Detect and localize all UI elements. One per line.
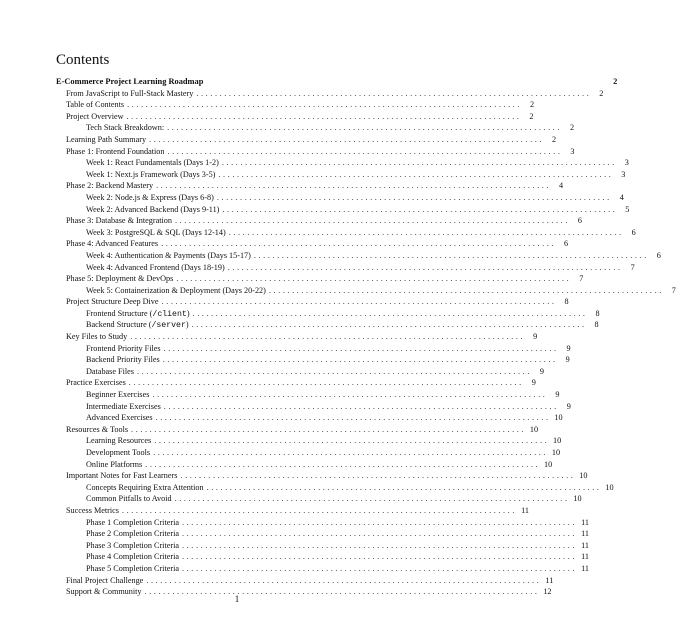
- toc-leader-dots: .....................................................................................: [163, 343, 559, 353]
- toc-subsection-entry[interactable]: [56, 447, 561, 459]
- toc-entry-title: Phase 5: Deployment & DevOps: [66, 274, 174, 284]
- toc-section-entry[interactable]: [56, 99, 535, 111]
- toc-leader-dots: .....................................................................................: [136, 366, 532, 376]
- toc-page-number: 9: [531, 378, 536, 388]
- toc-entry-title: Support & Community: [66, 587, 142, 597]
- toc-subsection-entry[interactable]: [56, 551, 589, 563]
- toc-leader-dots: .....................................................................................: [206, 482, 602, 492]
- toc-leader-dots: .....................................................................................: [121, 505, 517, 515]
- toc-page-number: 8: [594, 320, 599, 330]
- toc-leader-dots: .....................................................................................: [161, 239, 557, 249]
- toc-page-number: 6: [563, 239, 569, 249]
- toc-leader-dots: .....................................................................................: [155, 413, 551, 423]
- toc-page-number: 10: [529, 424, 539, 434]
- toc-entry-title: Week 1: Next.js Framework (Days 3-5): [86, 169, 216, 179]
- toc-page-number: 11: [581, 517, 589, 527]
- toc-leader-dots: .....................................................................................: [221, 158, 617, 168]
- toc-entry-title: Phase 1: Frontend Foundation: [66, 146, 165, 156]
- toc-leader-dots: .....................................................................................: [253, 250, 649, 260]
- toc-entry-title: Table of Contents: [66, 100, 125, 110]
- toc-entry-title: Resources & Tools: [66, 424, 129, 434]
- toc-entry-title: Phase 1 Completion Criteria: [86, 517, 180, 527]
- toc-leader-dots: .....................................................................................: [192, 308, 588, 318]
- toc-page-number: 11: [581, 563, 589, 573]
- toc-leader-dots: .....................................................................................: [268, 285, 664, 295]
- toc-leader-dots: .....................................................................................: [174, 216, 570, 226]
- toc-subsection-entry[interactable]: [56, 540, 589, 552]
- toc-entry-title: Project Overview: [66, 111, 124, 121]
- toc-page-number: 4: [619, 192, 624, 202]
- toc-page-number: 2: [529, 100, 535, 110]
- toc-leader-dots: .....................................................................................: [176, 274, 572, 284]
- toc-section-entry[interactable]: [56, 575, 554, 587]
- toc-entry-title: Phase 2: Backend Mastery: [66, 181, 154, 191]
- toc-section-entry[interactable]: [56, 505, 529, 517]
- toc-leader-dots: .....................................................................................: [182, 517, 577, 527]
- toc-page-number: 9: [555, 390, 560, 400]
- toc-leader-dots: .....................................................................................: [149, 134, 545, 144]
- toc-page-number: 3: [570, 146, 575, 156]
- toc-page-number: 9: [539, 366, 544, 376]
- toc-leader-dots: .....................................................................................: [131, 424, 527, 434]
- toc-section-entry[interactable]: [56, 134, 557, 146]
- toc-entry-title: Project Structure Deep Dive: [66, 297, 159, 307]
- toc-leader-dots: .....................................................................................: [145, 459, 541, 469]
- toc-section-entry[interactable]: [56, 296, 569, 308]
- toc-section-entry[interactable]: [56, 331, 538, 343]
- toc-entry-title: Tech Stack Breakdown:: [86, 123, 165, 133]
- toc-subsection-entry[interactable]: [56, 493, 582, 505]
- toc-section-entry[interactable]: [56, 238, 569, 250]
- toc-page-number: 10: [551, 448, 561, 457]
- toc-page-number: 10: [554, 413, 563, 423]
- toc-leader-dots: .....................................................................................: [144, 587, 540, 597]
- toc-page-number: 2: [613, 77, 618, 86]
- toc-leader-dots: .....................................................................................: [180, 471, 576, 481]
- toc-leader-dots: .....................................................................................: [128, 378, 524, 388]
- toc-leader-dots: .....................................................................................: [182, 563, 577, 573]
- toc-page-number: 2: [569, 123, 575, 133]
- toc-entry-title: Week 1: React Fundamentals (Days 1-2): [86, 158, 219, 168]
- toc-page-number: 2: [551, 134, 557, 144]
- toc-page-number: 2: [529, 111, 534, 121]
- toc-entry-title: Week 2: Node.js & Express (Days 6-8): [86, 192, 214, 202]
- toc-page-number: 7: [671, 285, 676, 295]
- toc-leader-dots: .....................................................................................: [182, 529, 577, 539]
- toc-subsection-entry[interactable]: [56, 262, 635, 274]
- toc-heading: Contents: [56, 52, 110, 68]
- toc-entry-title: Success Metrics: [66, 505, 119, 515]
- toc-entry-title: Learning Resources: [86, 436, 152, 446]
- toc-leader-dots: .....................................................................................: [152, 390, 548, 400]
- toc-chapter-entry[interactable]: [56, 76, 618, 88]
- toc-section-entry[interactable]: [56, 273, 584, 285]
- toc-page-number: 8: [564, 297, 569, 307]
- toc-entry-title: Backend Priority Files: [86, 355, 160, 365]
- toc-section-entry[interactable]: [56, 470, 588, 482]
- toc-subsection-entry[interactable]: [56, 157, 629, 169]
- toc-entry-title: Important Notes for Fast Learners: [66, 471, 178, 481]
- toc-entry-code: /client: [152, 309, 187, 319]
- page-number-footer: 1: [234, 594, 240, 604]
- toc-page-number: 10: [553, 436, 562, 446]
- toc-entry-title: Week 4: Authentication & Payments (Days 15-17): [86, 250, 251, 260]
- toc-page-number: 10: [579, 471, 588, 481]
- toc-section-entry[interactable]: [56, 424, 539, 436]
- toc-page-number: 9: [533, 332, 538, 342]
- toc-entry-title: Online Platforms: [86, 459, 143, 469]
- toc-leader-dots: .....................................................................................: [146, 575, 542, 585]
- toc-section-entry[interactable]: [56, 88, 604, 100]
- toc-page-number: 11: [545, 575, 554, 585]
- toc-leader-dots: .....................................................................................: [127, 100, 523, 110]
- toc-subsection-entry[interactable]: [56, 366, 544, 378]
- toc-page-number: 11: [581, 552, 589, 562]
- toc-subsection-entry[interactable]: [56, 482, 614, 494]
- toc-section-entry[interactable]: [56, 146, 575, 158]
- toc-leader-dots: .....................................................................................: [216, 192, 612, 202]
- toc-leader-dots: .....................................................................................: [156, 181, 552, 191]
- toc-subsection-entry[interactable]: [56, 459, 553, 471]
- toc-entry-title: Practice Exercises: [66, 378, 126, 388]
- toc-section-entry[interactable]: [56, 377, 536, 389]
- toc-entry-title: Advanced Exercises: [86, 413, 153, 423]
- toc-entry-title: Phase 3: Database & Integration: [66, 216, 172, 226]
- toc-subsection-entry[interactable]: [56, 227, 636, 239]
- toc-page-number: 4: [558, 181, 564, 191]
- toc-page-number: 6: [656, 250, 661, 260]
- toc-leader-dots: .....................................................................................: [161, 297, 557, 307]
- toc-subsection-entry[interactable]: [56, 122, 575, 134]
- toc-leader-dots: .....................................................................................: [163, 401, 559, 411]
- toc-entry-title: Backend Structure (/server): [86, 320, 189, 331]
- toc-leader-dots: .....................................................................................: [191, 320, 587, 330]
- toc-entry-code: /server: [151, 321, 186, 331]
- toc-leader-dots: .....................................................................................: [174, 494, 570, 504]
- toc-entry-title: Phase 2 Completion Criteria: [86, 529, 180, 539]
- toc-subsection-entry[interactable]: [56, 250, 661, 262]
- toc-leader-dots: .....................................................................................: [162, 355, 558, 365]
- toc-page-number: 6: [577, 216, 582, 226]
- toc-leader-dots: .....................................................................................: [228, 227, 624, 237]
- toc-entry-title: Phase 3 Completion Criteria: [86, 540, 180, 550]
- toc-entry-title: Concepts Requiring Extra Attention: [86, 482, 204, 492]
- toc-page-number: 7: [630, 262, 635, 272]
- toc-page-number: 7: [579, 274, 584, 284]
- toc-page-number: 8: [595, 308, 600, 318]
- toc-subsection-entry[interactable]: [56, 435, 562, 447]
- toc-page-number: 5: [625, 204, 630, 214]
- toc-subsection-entry[interactable]: [56, 528, 589, 540]
- toc-entry-title: From JavaScript to Full-Stack Mastery: [66, 88, 194, 98]
- toc-leader-dots: .....................................................................................: [154, 436, 550, 446]
- toc-subsection-entry[interactable]: [56, 343, 571, 355]
- toc-page-number: 10: [543, 459, 553, 469]
- toc-section-entry[interactable]: [56, 180, 564, 192]
- toc-entry-title: E-Commerce Project Learning Roadmap: [56, 77, 204, 86]
- toc-subsection-entry[interactable]: [56, 308, 600, 320]
- toc-page-number: 12: [543, 587, 552, 597]
- toc-leader-dots: .....................................................................................: [167, 123, 563, 133]
- toc-page-number: 3: [621, 169, 626, 179]
- toc-leader-dots: .....................................................................................: [126, 111, 522, 121]
- toc-subsection-entry[interactable]: [56, 412, 563, 424]
- toc-entry-title: Key Files to Study: [66, 332, 128, 342]
- toc-subsection-entry[interactable]: [56, 517, 589, 529]
- toc-subsection-entry[interactable]: [56, 204, 630, 216]
- toc-subsection-entry[interactable]: [56, 192, 624, 204]
- toc-page-number: 2: [599, 88, 604, 98]
- toc-leader-dots: .....................................................................................: [182, 540, 577, 550]
- toc-page-number: 11: [581, 540, 589, 550]
- toc-page-number: 11: [581, 529, 589, 539]
- toc-leader-dots: .....................................................................................: [196, 88, 592, 98]
- toc-leader-dots: .....................................................................................: [218, 169, 614, 179]
- toc-entry-title: Week 2: Advanced Backend (Days 9-11): [86, 204, 220, 214]
- toc-page-number: 9: [566, 401, 571, 411]
- toc-page-number: 9: [566, 343, 571, 353]
- toc-leader-dots: .....................................................................................: [227, 262, 623, 272]
- toc-entry-title: Week 4: Advanced Frontend (Days 18-19): [86, 262, 225, 272]
- toc-entry-title: Common Pitfalls to Avoid: [86, 494, 172, 504]
- toc-leader-dots: .....................................................................................: [153, 448, 549, 457]
- toc-section-entry[interactable]: [56, 215, 582, 227]
- toc-leader-dots: .....................................................................................: [182, 552, 577, 562]
- toc-page-number: 6: [631, 227, 636, 237]
- toc-leader-dots: .....................................................................................: [130, 332, 526, 342]
- toc-entry-title: Frontend Priority Files: [86, 343, 161, 353]
- toc-subsection-entry[interactable]: [56, 401, 571, 413]
- toc-page-number: 9: [565, 355, 570, 365]
- toc-subsection-entry[interactable]: [56, 389, 560, 401]
- toc-section-entry[interactable]: [56, 111, 534, 123]
- toc-entry-title: Development Tools: [86, 448, 151, 457]
- toc-entry-title: Database Files: [86, 366, 134, 376]
- toc-entry-title: Week 5: Containerization & Deployment (Days 20-22): [86, 285, 266, 295]
- toc-entry-title: Phase 4 Completion Criteria: [86, 552, 180, 562]
- toc-subsection-entry[interactable]: [56, 354, 570, 366]
- toc-leader-dots: .....................................................................................: [222, 204, 618, 214]
- toc-subsection-entry[interactable]: [56, 319, 599, 331]
- toc-page-number: 11: [521, 505, 529, 515]
- toc-entry-title: Frontend Structure (/client): [86, 308, 190, 319]
- toc-entry-title: Beginner Exercises: [86, 390, 150, 400]
- toc-page-number: 10: [605, 482, 614, 492]
- toc-entry-title: Phase 5 Completion Criteria: [86, 563, 180, 573]
- toc-page-number: 3: [624, 158, 629, 168]
- toc-subsection-entry[interactable]: [56, 563, 589, 575]
- toc-entry-title: Intermediate Exercises: [86, 401, 161, 411]
- toc-entry-title: Final Project Challenge: [66, 575, 144, 585]
- toc-entry-title: Learning Path Summary: [66, 134, 147, 144]
- toc-page-number: 10: [573, 494, 582, 504]
- toc-leader-dots: .....................................................................................: [167, 146, 563, 156]
- toc-entry-title: Week 3: PostgreSQL & SQL (Days 12-14): [86, 227, 226, 237]
- toc-entry-title: Phase 4: Advanced Features: [66, 239, 159, 249]
- toc-subsection-entry[interactable]: [56, 169, 626, 181]
- toc-subsection-entry[interactable]: [56, 285, 676, 297]
- table-of-contents: [56, 76, 676, 598]
